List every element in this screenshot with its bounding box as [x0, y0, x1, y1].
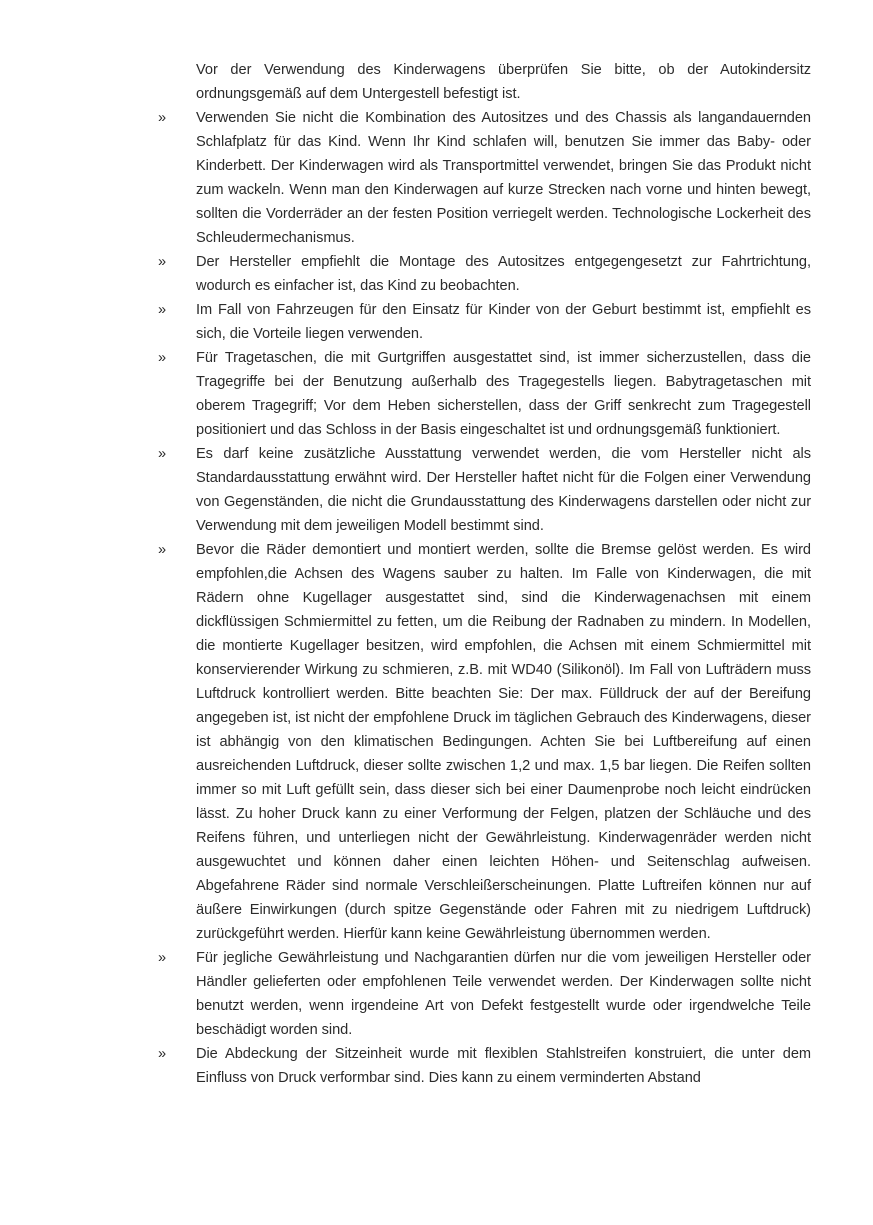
- intro-paragraph: [158, 58, 811, 106]
- list-item: [158, 298, 811, 346]
- list-item-text: Die Abdeckung der Sitzeinheit wurde mit flexiblen Stahlstreifen konstruiert, die unter dem Einfluss von Druck verformbar sind. Dies kann zu einem verminderten Abstand: [196, 1046, 811, 1086]
- list-item: [158, 946, 811, 1042]
- list-item: [158, 346, 811, 442]
- safety-instructions: [158, 58, 811, 1090]
- list-item: [158, 442, 811, 538]
- list-item: [158, 538, 811, 946]
- bullet-marker: »: [158, 950, 167, 966]
- list-item: [158, 250, 811, 298]
- list-item-text: Der Hersteller empfiehlt die Montage des Autositzes entgegengesetzt zur Fahrtrichtung, wodurch es einfacher ist, das Kind zu beobachten.: [196, 254, 811, 294]
- list-item-text: Für jegliche Gewährleistung und Nachgarantien dürfen nur die vom jeweiligen Hersteller oder Händler gelieferten oder empfohlenen Teile verwendet werden. Der Kinderwagen sollte nicht benutzt werden, wenn irgendeine Art von Defekt festgestellt wurde oder irgendwelche Teile beschädigt worden sind.: [196, 950, 811, 1038]
- list-item-text: Im Fall von Fahrzeugen für den Einsatz für Kinder von der Geburt bestimmt ist, empfiehlt es sich, die Vorteile liegen verwenden.: [196, 302, 811, 342]
- bullet-marker: »: [158, 1046, 167, 1062]
- bullet-marker: »: [158, 110, 167, 126]
- bullet-marker: »: [158, 350, 167, 366]
- list-item-text: Bevor die Räder demontiert und montiert werden, sollte die Bremse gelöst werden. Es wird empfohlen,die Achsen des Wagens sauber zu halten. Im Falle von Kinderwagen, die mit Rädern ohne Kugellager ausgestattet sind, sind die Kinderwagenachsen mit einem dickflüssigen Schmiermittel zu fetten, um die Reibung der Radnaben zu mindern. In Modellen, die montierte Kugellager besitzen, wird empfohlen, die Achsen mit einem Schmiermittel mit konservierender Wirkung zu schmieren, z.B. mit WD40 (Silikonöl). Im Fall von Lufträdern muss Luftdruck kontrolliert werden. Bitte beachten Sie: Der max. Fülldruck der auf der Bereifung angegeben ist, ist nicht der empfohlene Druck im täglichen Gebrauch des Kinderwagens, dieser ist abhängig von den klimatischen Bedingungen. Achten Sie bei Luftbereifung auf einen ausreichenden Luftdruck, dieser sollte zwischen 1,2 und max. 1,5 bar liegen. Die Reifen sollten immer so mit Luft gefüllt sein, dass dieser sich bei einer Daumenprobe noch leicht eindrücken lässt. Zu hoher Druck kann zu einer Verformung der Felgen, platzen der Schläuche und des Reifens führen, und unterliegen nicht der Gewährleistung. Kinderwagenräder werden nicht ausgewuchtet und können daher einen leichten Höhen- und Seitenschlag aufweisen. Abgefahrene Räder sind normale Verschleißerscheinungen. Platte Luftreifen können nur auf äußere Einwirkungen (durch spitze Gegenstände oder Fahren mit zu niedrigem Luftdruck) zurückgeführt werden. Hierfür kann keine Gewährleistung übernommen werden.: [196, 542, 811, 942]
- bullet-marker: »: [158, 254, 167, 270]
- bullet-marker: »: [158, 302, 167, 318]
- list-item: [158, 1042, 811, 1090]
- bullet-marker: »: [158, 446, 167, 462]
- list-item: [158, 106, 811, 250]
- list-item-text: Es darf keine zusätzliche Ausstattung verwendet werden, die vom Hersteller nicht als Standardausstattung erwähnt wird. Der Hersteller haftet nicht für die Folgen einer Verwendung von Gegenständen, die nicht die Grundausstattung des Kinderwagens darstellen oder nicht zur Verwendung mit dem jeweiligen Modell bestimmt sind.: [196, 446, 811, 534]
- list-item-text: Verwenden Sie nicht die Kombination des Autositzes und des Chassis als langandauernden Schlafplatz für das Kind. Wenn Ihr Kind schlafen will, benutzen Sie immer das Baby- oder Kinderbett. Der Kinderwagen wird als Transportmittel verwendet, bringen Sie das Produkt nicht zum wackeln. Wenn man den Kinderwagen auf kurze Strecken nach vorne und hinten bewegt, sollten die Vorderräder an der festen Position verriegelt werden. Technologische Lockerheit des Schleudermechanismus.: [196, 110, 811, 246]
- list-item-text: Für Tragetaschen, die mit Gurtgriffen ausgestattet sind, ist immer sicherzustellen, dass die Tragegriffe bei der Benutzung außerhalb des Tragegestells liegen. Babytragetaschen mit oberem Tragegriff; Vor dem Heben sicherstellen, dass der Griff senkrecht zum Tragegestell positioniert und das Schloss in der Basis eingeschaltet ist und ordnungsgemäß funktioniert.: [196, 350, 811, 438]
- bullet-marker: »: [158, 542, 167, 558]
- intro-text: Vor der Verwendung des Kinderwagens überprüfen Sie bitte, ob der Autokindersitz ordnungsgemäß auf dem Untergestell befestigt ist.: [196, 62, 811, 102]
